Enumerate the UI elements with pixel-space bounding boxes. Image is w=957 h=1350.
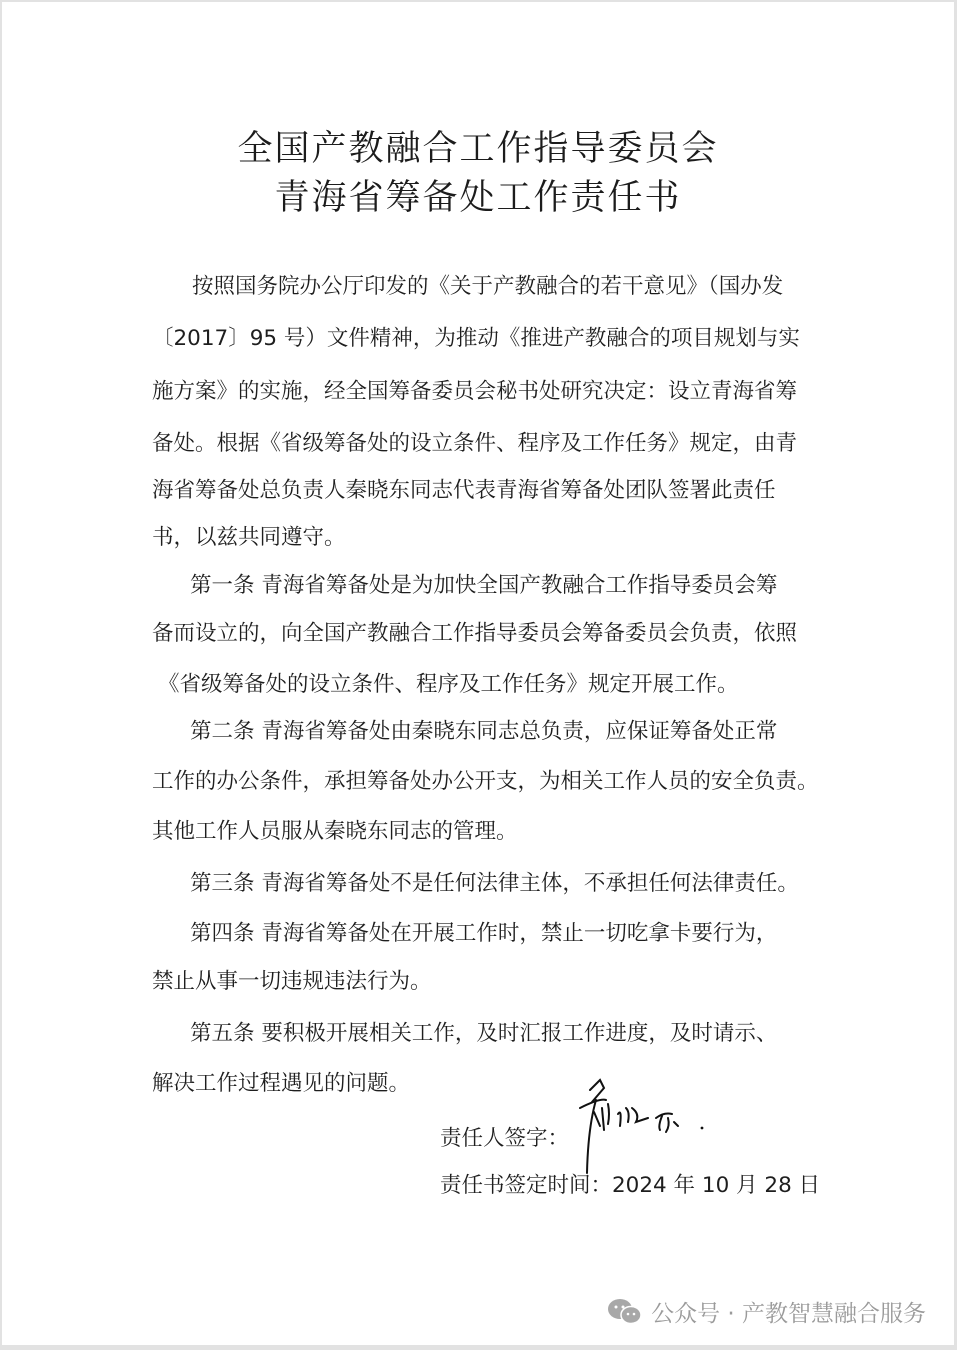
article1-line2: 备而设立的，向全国产教融合工作指导委员会筹备委员会负责，依照 <box>152 621 798 646</box>
document-page <box>2 2 954 1345</box>
article1-line1: 第一条 青海省筹备处是为加快全国产教融合工作指导委员会筹 <box>190 573 778 598</box>
watermark-text: 公众号 · 产教智慧融合服务 <box>651 1301 926 1327</box>
document-title-line2: 青海省筹备处工作责任书 <box>274 178 682 218</box>
handwritten-signature <box>570 1078 720 1178</box>
article1-line3: 《省级筹备处的设立条件、程序及工作任务》规定开展工作。 <box>158 672 739 697</box>
paragraph-intro-line4: 备处。根据《省级筹备处的设立条件、程序及工作任务》规定，由青 <box>152 431 798 456</box>
article2-line1: 第二条 青海省筹备处由秦晓东同志总负责，应保证筹备处正常 <box>190 719 778 744</box>
wechat-watermark <box>607 1295 926 1328</box>
article5-line2: 解决工作过程遇见的问题。 <box>152 1071 411 1096</box>
paragraph-intro-line6: 书，以兹共同遵守。 <box>152 525 346 550</box>
signing-date: 责任书签定时间：2024 年 10 月 28 日 <box>440 1173 821 1198</box>
article4-line1: 第四条 青海省筹备处在开展工作时，禁止一切吃拿卡要行为， <box>190 921 778 946</box>
paragraph-intro-line1: 按照国务院办公厅印发的《关于产教融合的若干意见》（国办发 <box>192 274 784 299</box>
article4-line2: 禁止从事一切违规违法行为。 <box>152 969 432 994</box>
paragraph-intro-line2: 〔2017〕95 号）文件精神，为推动《推进产教融合的项目规划与实 <box>152 326 800 351</box>
paragraph-intro-line3: 施方案》的实施，经全国筹备委员会秘书处研究决定：设立青海省筹 <box>152 379 798 404</box>
document-title-line1: 全国产教融合工作指导委员会 <box>237 129 719 169</box>
paragraph-intro-line5: 海省筹备处总负责人秦晓东同志代表青海省筹备处团队签署此责任 <box>152 478 776 503</box>
article2-line2: 工作的办公条件，承担筹备处办公开支，为相关工作人员的安全负责。 <box>152 769 819 794</box>
signature-label: 责任人签字： <box>440 1126 570 1151</box>
article5-line1: 第五条 要积极开展相关工作，及时汇报工作进度，及时请示、 <box>190 1021 778 1046</box>
wechat-icon <box>607 1298 643 1326</box>
article2-line3: 其他工作人员服从秦晓东同志的管理。 <box>152 819 518 844</box>
article3-line1: 第三条 青海省筹备处不是任何法律主体，不承担任何法律责任。 <box>190 871 799 896</box>
